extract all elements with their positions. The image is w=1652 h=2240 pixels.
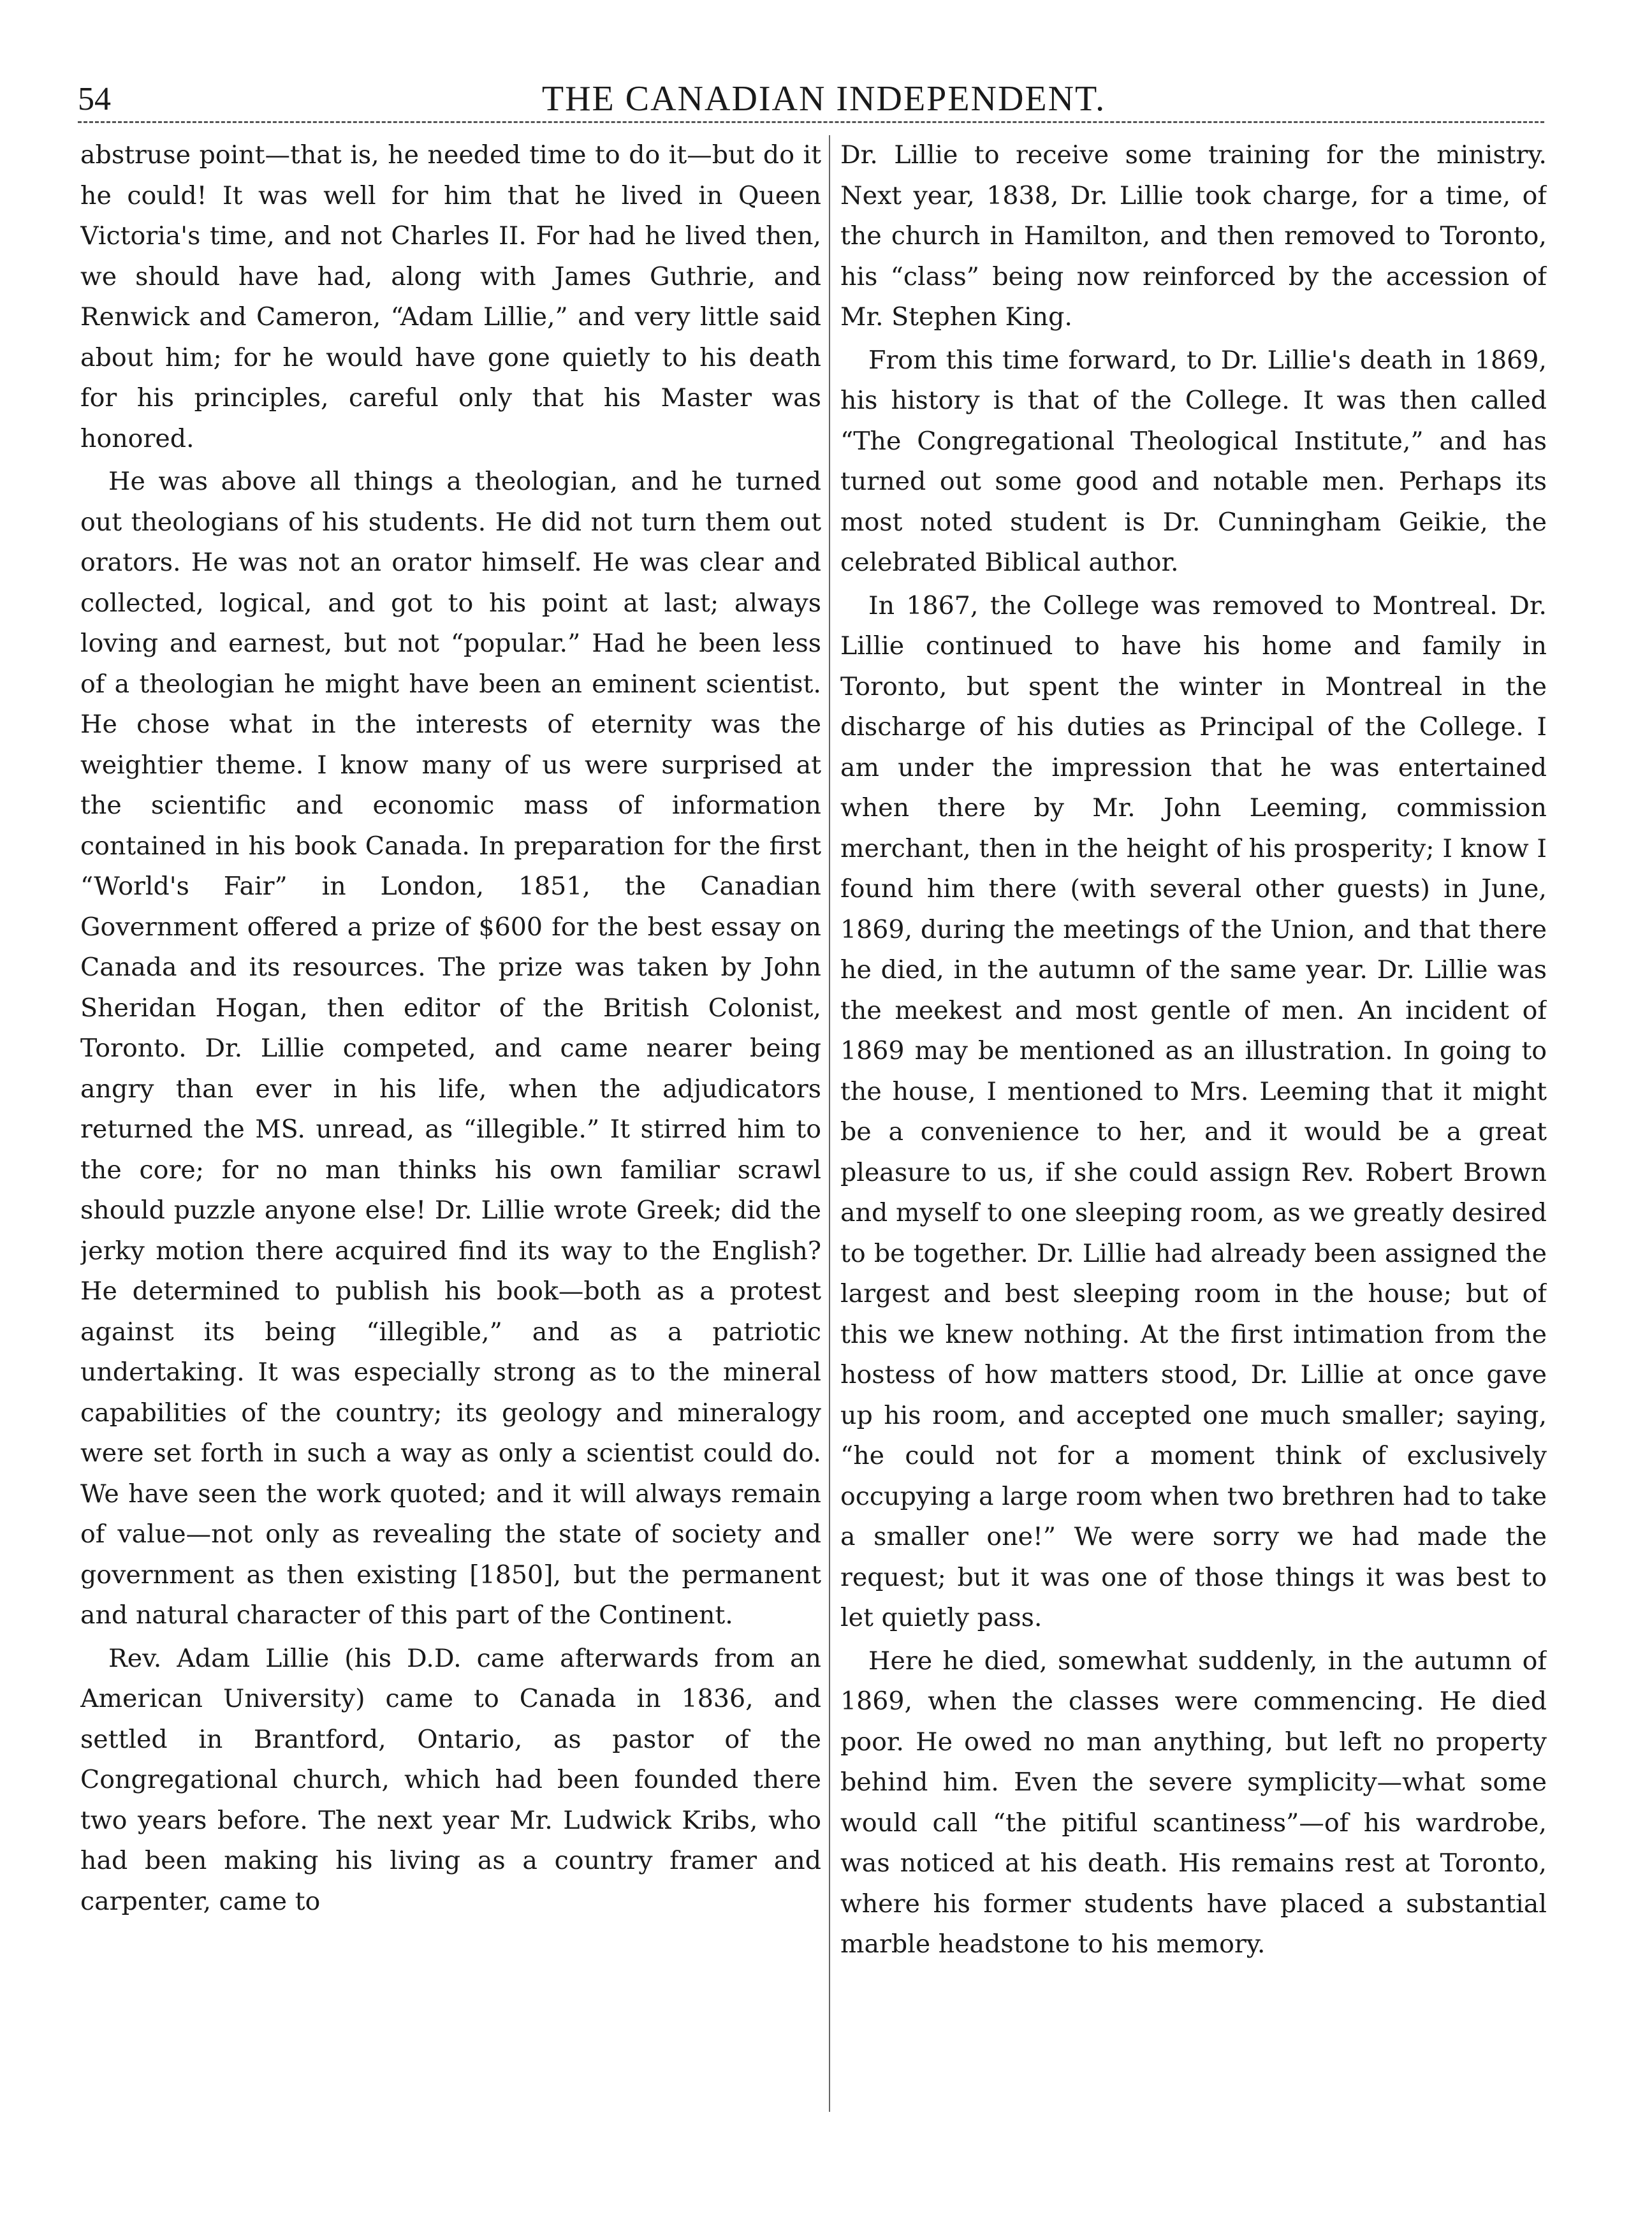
- right-column: [840, 135, 1547, 2163]
- paragraph: abstruse point—that is, he needed time to do it—but do it he could! It was well for him that he lived in Queen Victoria's time, and not Charles II. For had he lived then, we should have had, along with James Guthrie, and Renwick and Cameron, “Adam Lillie,” and very little said about him; for he would have gone quietly to his death for his principles, careful only that his Master was honored.: [80, 140, 821, 453]
- paragraph: From this time forward, to Dr. Lillie's death in 1869, his history is that of the College. It was then called “The Congregational Theological Institute,” and has turned out some good and notable men. Perhaps its most noted student is Dr. Cunningham Geikie, the celebrated Biblical author.: [840, 345, 1547, 577]
- page-header: [78, 75, 1544, 133]
- column-divider: [829, 135, 830, 2112]
- paragraph: Dr. Lillie to receive some training for the ministry. Next year, 1838, Dr. Lillie took charge, for a time, of the church in Hamilton, and then removed to Toronto, his “class” being now reinforced by the accession of Mr. Stephen King.: [840, 140, 1547, 332]
- running-title: THE CANADIAN INDEPENDENT.: [541, 79, 1106, 119]
- paragraph: He was above all things a theologian, and he turned out theologians of his students. He did not turn them out orators. He was not an orator himself. He was clear and collected, logical, and got to his point at last; always loving and earnest, but not “popular.” Had he been less of a theologian he might have been an eminent scientist. He chose what in the interests of eternity was the weightier theme. I know many of us were surprised at the scientific and economic mass of information contained in his book Canada. In preparation for the first “World's Fair” in London, 1851, the Canadian Government offered a prize of $600 for the best essay on Canada and its resources. The prize was taken by John Sheridan Hogan, then editor of the British Colonist, Toronto. Dr. Lillie competed, and came nearer being angry than ever in his life, when the adjudicators returned the MS. unread, as “illegible.” It stirred him to the core; for no man thinks his own familiar scrawl should puzzle anyone else! Dr. Lillie wrote Greek; did the jerky motion there acquired find its way to the English? He determined to publish his book—both as a protest against its being “illegible,” and as a patriotic undertaking. It was especially strong as to the mineral capabilities of the country; its geology and mineralogy were set forth in such a way as only a scientist could do. We have seen the work quoted; and it will always remain of value—not only as revealing the state of society and government as then existing [1850], but the permanent and natural character of this part of the Continent.: [80, 467, 821, 1630]
- page-number: 54: [78, 81, 111, 117]
- paragraph: Rev. Adam Lillie (his D.D. came afterwards from an American University) came to Canada in 1836, and settled in Brantford, Ontario, as pastor of the Congregational church, which had been founded there two years before. The next year Mr. Ludwick Kribs, who had been making his living as a country framer and carpenter, came to: [80, 1643, 821, 1916]
- header-rule: [78, 121, 1544, 123]
- paragraph: Here he died, somewhat suddenly, in the autumn of 1869, when the classes were commencing. He died poor. He owed no man anything, but left no property behind him. Even the severe symplicity—what some would call “the pitiful scantiness”—of his wardrobe, was noticed at his death. His remains rest at Toronto, where his former students have placed a substantial marble headstone to his memory.: [840, 1646, 1547, 1959]
- paragraph: In 1867, the College was removed to Montreal. Dr. Lillie continued to have his home and family in Toronto, but spent the winter in Montreal in the discharge of his duties as Principal of the College. I am under the impression that he was entertained when there by Mr. John Leeming, commission merchant, then in the height of his prosperity; I know I found him there (with several other guests) in June, 1869, during the meetings of the Union, and that there he died, in the autumn of the same year. Dr. Lillie was the meekest and most gentle of men. An incident of 1869 may be mentioned as an illustration. In going to the house, I mentioned to Mrs. Leeming that it might be a convenience to her, and it would be a great pleasure to us, if she could assign Rev. Robert Brown and myself to one sleeping room, as we greatly desired to be together. Dr. Lillie had already been assigned the largest and best sleeping room in the house; but of this we knew nothing. At the first intimation from the hostess of how matters stood, Dr. Lillie at once gave up his room, and accepted one much smaller; saying, “he could not for a moment think of exclusively occupying a large room when two brethren had to take a smaller one!” We were sorry we had made the request; but it was one of those things it was best to let quietly pass.: [840, 590, 1547, 1632]
- left-column: [80, 135, 821, 2163]
